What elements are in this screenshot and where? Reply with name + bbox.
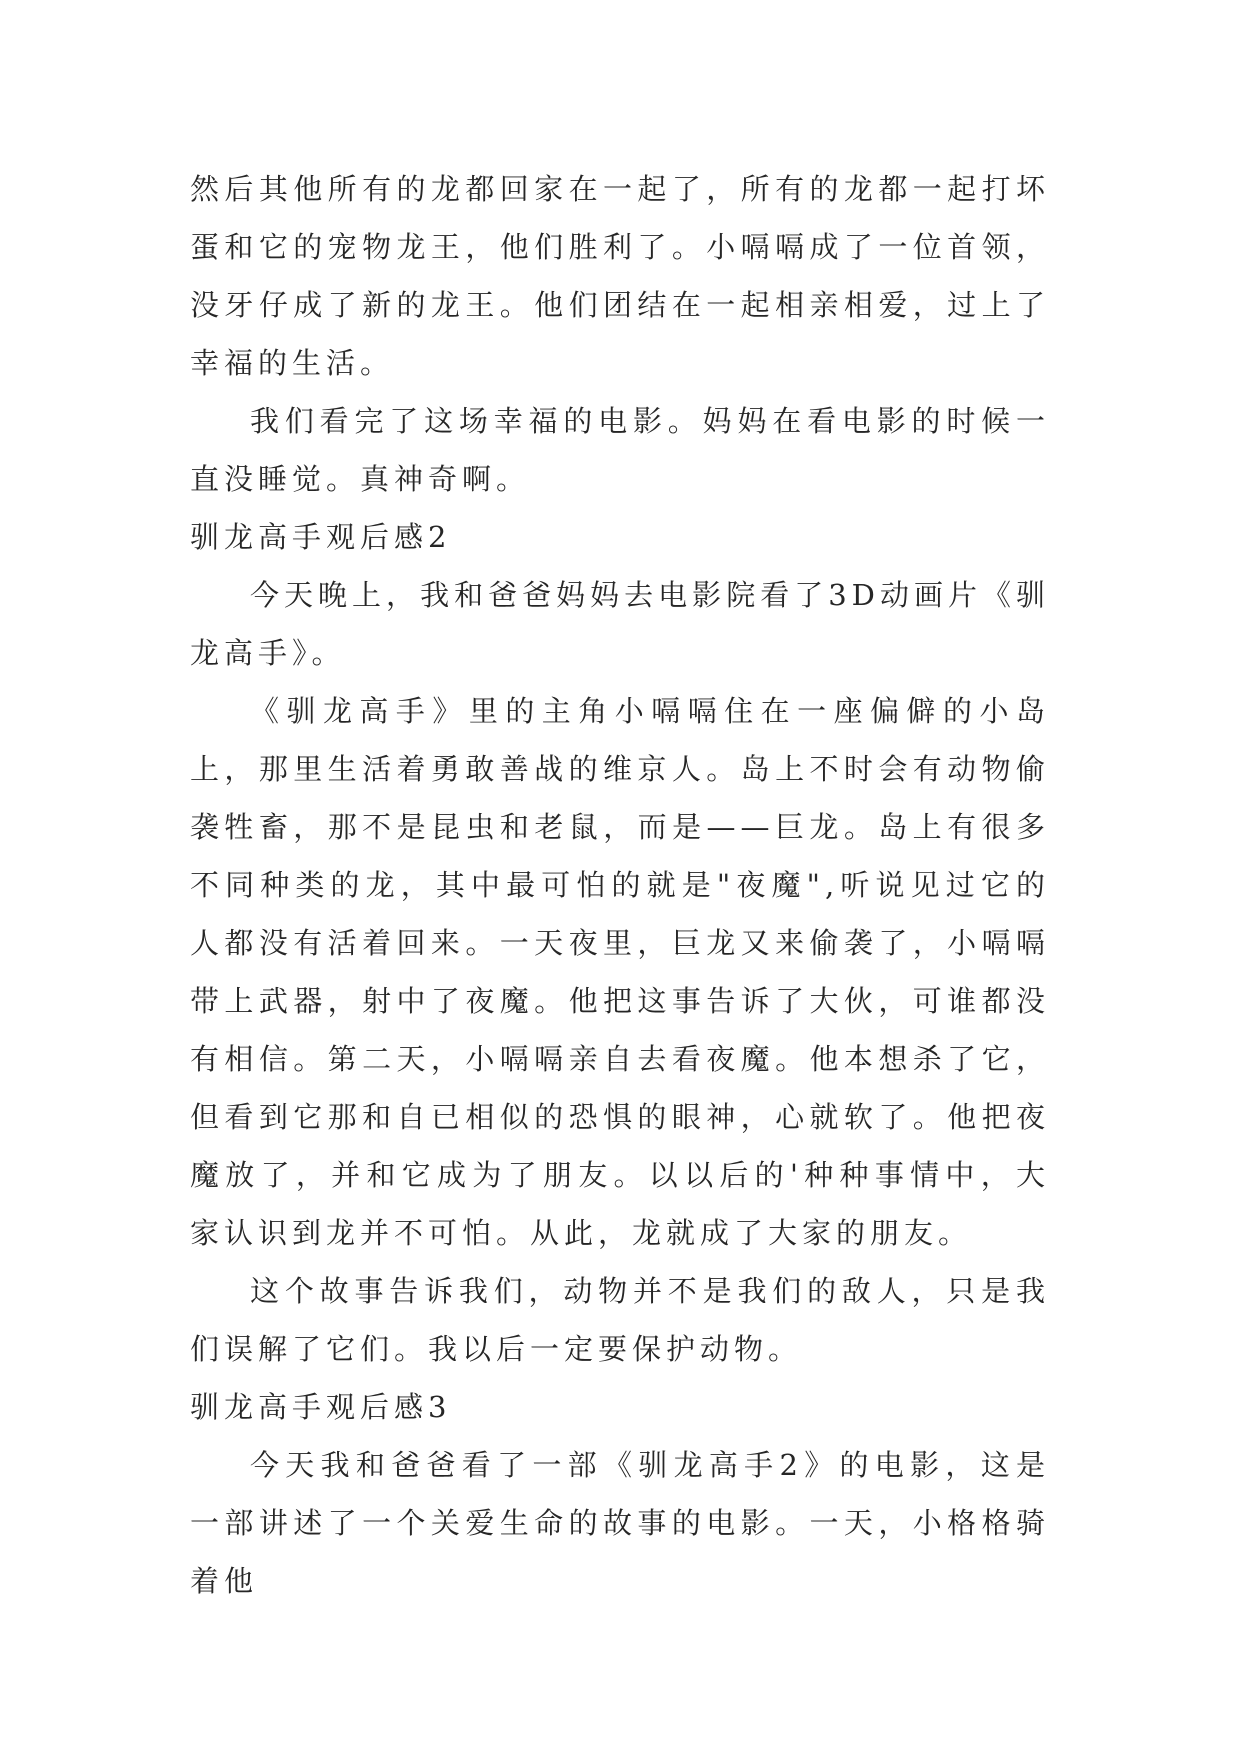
section-heading: 驯龙高手观后感2	[190, 520, 452, 554]
paragraph: 《驯龙高手》里的主角小嗝嗝住在一座偏僻的小岛上，那里生活着勇敢善战的维京人。岛上不时会有动物偷袭牲畜，那不是昆虫和老鼠，而是——巨龙。岛上有很多不同种类的龙，其中最可怕的就是"夜魔",听说见过它的人都没有活着回来。一天夜里，巨龙又来偷袭了，小嗝嗝带上武器，射中了夜魔。他把这事告诉了大伙，可谁都没有相信。第二天，小嗝嗝亲自去看夜魔。他本想杀了它，但看到它那和自已相似的恐惧的眼神，心就软了。他把夜魔放了，并和它成为了朋友。以以后的'种种事情中，大家认识到龙并不可怕。从此，龙就成了大家的朋友。	[190, 694, 1050, 1250]
paragraph: 今天我和爸爸看了一部《驯龙高手2》的电影，这是一部讲述了一个关爱生命的故事的电影。一天，小格格骑着他	[190, 1448, 1050, 1598]
document-body	[190, 160, 1050, 1610]
paragraph: 这个故事告诉我们，动物并不是我们的敌人，只是我们误解了它们。我以后一定要保护动物。	[190, 1274, 1050, 1366]
paragraph: 我们看完了这场幸福的电影。妈妈在看电影的时候一直没睡觉。真神奇啊。	[190, 404, 1050, 496]
paragraph: 然后其他所有的龙都回家在一起了，所有的龙都一起打坏蛋和它的宠物龙王，他们胜利了。小嗝嗝成了一位首领，没牙仔成了新的龙王。他们团结在一起相亲相爱，过上了幸福的生活。	[190, 172, 1050, 380]
section-heading: 驯龙高手观后感3	[190, 1390, 452, 1424]
paragraph: 今天晚上，我和爸爸妈妈去电影院看了3D动画片《驯龙高手》。	[190, 578, 1050, 670]
